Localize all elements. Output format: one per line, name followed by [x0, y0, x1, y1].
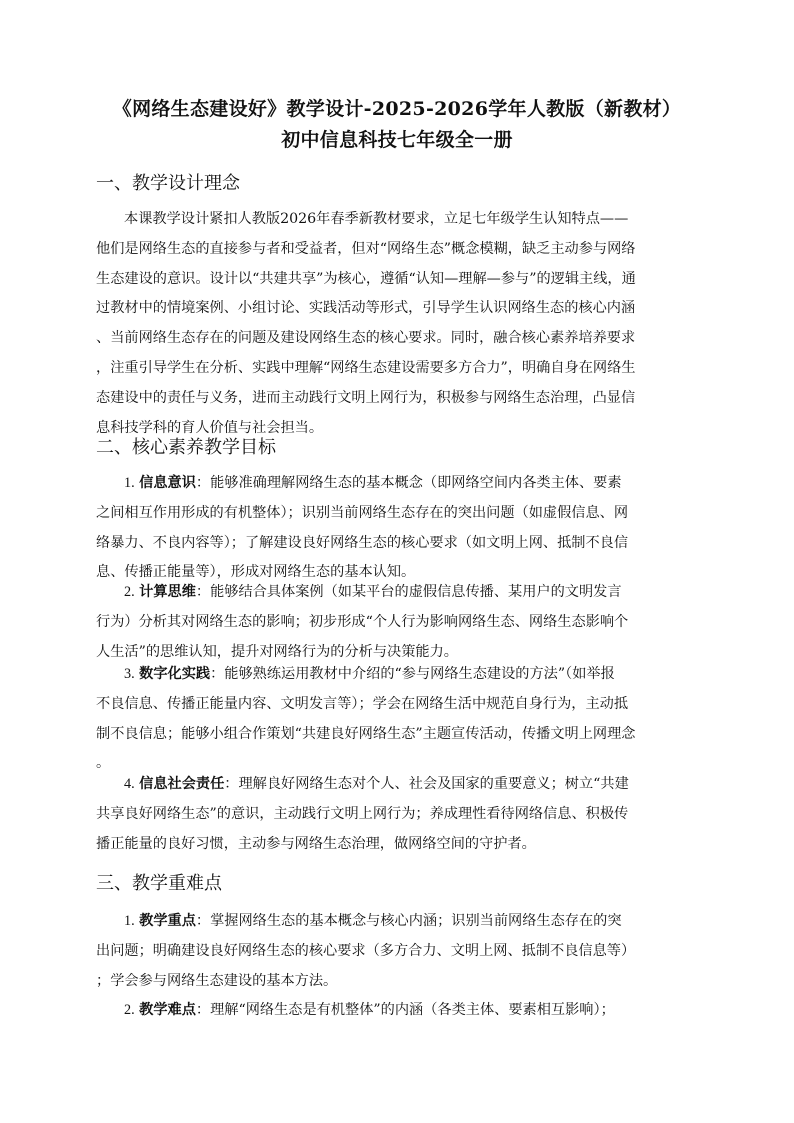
- paragraph-line: [96, 578, 700, 608]
- paragraph-line: 出问题；明确建设良好网络生态的核心要求（多方合力、文明上网、抵制不良信息等）: [96, 942, 636, 959]
- item-lead: 数字化实践: [139, 666, 211, 682]
- paragraph-line: 共享良好网络生态”的意识，主动践行文明上网行为；养成理性看待网络信息、积极传: [96, 805, 629, 822]
- section-heading-key-difficulties: 三、教学重难点: [96, 873, 222, 894]
- paragraph-line: 生态建设的意识。设计以“共建共享”为核心，遵循“认知—理解—参与”的逻辑主线，通: [96, 270, 636, 287]
- item-text: ：能够准确理解网络生态的基本概念（即网络空间内各类主体、要素: [195, 475, 622, 491]
- item-lead: 教学重点: [139, 913, 196, 929]
- paragraph-line: 络暴力、不良内容等）；了解建设良好网络生态的核心要求（如文明上网、抵制不良信: [96, 534, 629, 551]
- paragraph-line: [96, 469, 700, 499]
- section-heading-design-philosophy: 一、教学设计理念: [96, 173, 240, 194]
- difficulty-item: [96, 996, 700, 1026]
- item-lead: 信息社会责任: [139, 776, 225, 792]
- paragraph-line: ；学会参与网络生态建设的基本方法。: [96, 972, 338, 989]
- item-text: ：理解“网络生态是有机整体”的内涵（各类主体、要素相互影响）；: [195, 1002, 615, 1018]
- item-number: 2.: [124, 584, 135, 600]
- paragraph-line: [96, 996, 700, 1026]
- item-lead: 计算思维: [139, 584, 196, 600]
- item-number: 2.: [124, 1002, 135, 1018]
- item-text: ：掌握网络生态的基本概念与核心内涵；识别当前网络生态存在的突: [195, 913, 622, 929]
- paragraph-line: 之间相互作用形成的有机整体）；识别当前网络生态存在的突出问题（如虚假信息、网: [96, 504, 629, 521]
- item-lead: 教学难点: [139, 1002, 196, 1018]
- paragraph-line: 行为）分析其对网络生态的影响；初步形成“个人行为影响网络生态、网络生态影响个: [96, 613, 629, 630]
- paragraph-line: 不良信息、传播正能量内容、文明发言等）；学会在网络生活中规范自身行为，主动抵: [96, 695, 629, 712]
- item-number: 1.: [124, 913, 135, 929]
- item-number: 4.: [124, 776, 135, 792]
- paragraph-line: 人生活”的思维认知，提升对网络行为的分析与决策能力。: [96, 643, 458, 660]
- paragraph-line: 他们是网络生态的直接参与者和受益者，但对“网络生态”概念模糊，缺乏主动参与网络: [96, 240, 636, 257]
- item-text: ：理解良好网络生态对个人、社会及国家的重要意义；树立“共建: [224, 776, 629, 792]
- goal-item-computational-thinking: [96, 578, 700, 667]
- paragraph-line: 息、传播正能量等），形成对网络生态的基本认知。: [96, 564, 416, 581]
- paragraph-line: 制不良信息；能够小组合作策划“共建良好网络生态”主题宣传活动，传播文明上网理念: [96, 725, 636, 742]
- key-point-item: [96, 907, 700, 996]
- goal-item-digital-practice: [96, 660, 700, 779]
- document-title-line2: 初中信息科技七年级全一册: [281, 129, 513, 151]
- paragraph-line: [96, 770, 700, 800]
- design-philosophy-paragraph: [96, 205, 700, 443]
- item-number: 1.: [124, 475, 135, 491]
- paragraph-line: 态建设中的责任与义务，进而主动践行文明上网行为，积极参与网络生态治理，凸显信: [96, 389, 636, 406]
- item-text: ：能够熟练运用教材中介绍的“参与网络生态建设的方法”（如举报: [210, 666, 615, 682]
- item-number: 3.: [124, 666, 135, 682]
- item-lead: 信息意识: [139, 475, 196, 491]
- paragraph-line: ，注重引导学生在分析、实践中理解“网络生态建设需要多方合力”，明确自身在网络生: [96, 359, 636, 376]
- document-title-line1: 《网络生态建设好》教学设计-2025-2026学年人教版（新教材）: [112, 98, 682, 120]
- paragraph-line: 过教材中的情境案例、小组讨论、实践活动等形式，引导学生认识网络生态的核心内涵: [96, 300, 636, 317]
- paragraph-line: 本课教学设计紧扣人教版2026年春季新教材要求，立足七年级学生认知特点——: [124, 211, 629, 227]
- paragraph-line: 、当前网络生态存在的问题及建设网络生态的核心要求。同时，融合核心素养培养要求: [96, 330, 636, 347]
- paragraph-line: 息科技学科的育人价值与社会担当。: [96, 419, 324, 436]
- paragraph-line: 播正能量的良好习惯，主动参与网络生态治理，做网络空间的守护者。: [96, 835, 536, 852]
- paragraph-line: 。: [96, 755, 111, 772]
- section-heading-core-literacy-goals: 二、核心素养教学目标: [96, 437, 276, 458]
- paragraph-line: [96, 660, 700, 690]
- item-text: ：能够结合具体案例（如某平台的虚假信息传播、某用户的文明发言: [195, 584, 622, 600]
- goal-item-social-responsibility: [96, 770, 700, 859]
- paragraph-line: [96, 907, 700, 937]
- goal-item-information-awareness: [96, 469, 700, 588]
